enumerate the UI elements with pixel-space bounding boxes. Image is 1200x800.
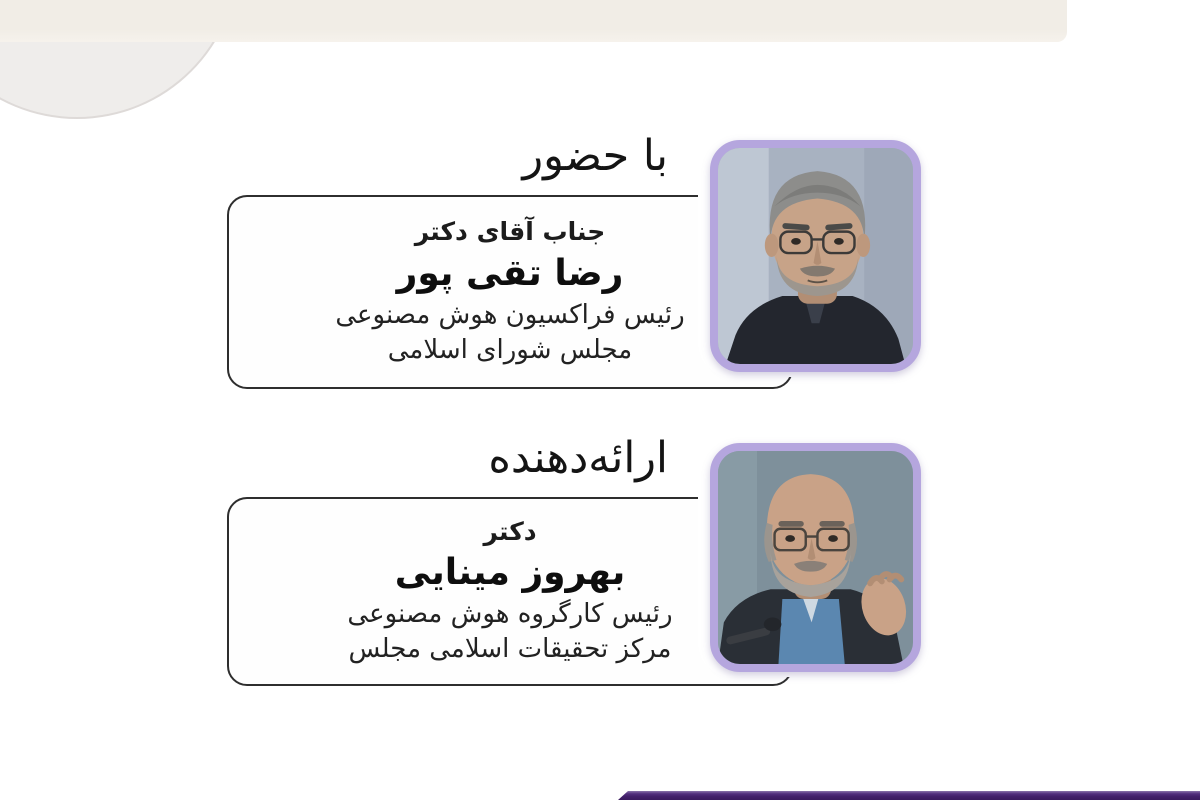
speaker2-name: بهروز مینایی xyxy=(394,552,626,594)
portrait-illustration-2 xyxy=(718,451,913,664)
photo-wrapper-1 xyxy=(698,128,933,377)
top-beige-band xyxy=(0,0,1067,42)
section-heading-attendee: با حضور xyxy=(522,131,668,181)
speaker1-role-line2: مجلس شورای اسلامی xyxy=(387,334,633,365)
portrait-photo-behrouz-minaei xyxy=(710,443,921,672)
photo-wrapper-2 xyxy=(698,431,933,677)
speaker1-intro: جناب آقای دکتر xyxy=(414,217,606,247)
speaker2-intro: دکتر xyxy=(483,516,537,546)
bottom-purple-bar xyxy=(618,791,1200,800)
section-heading-presenter: ارائه‌دهنده xyxy=(488,433,668,483)
speaker2-role-line2: مرکز تحقیقات اسلامی مجلس xyxy=(348,634,672,665)
speaker1-role-line1: رئیس فراکسیون هوش مصنوعی xyxy=(335,299,685,330)
speaker2-role-line1: رئیس کارگروه هوش مصنوعی xyxy=(347,599,673,630)
speaker1-name: رضا تقی پور xyxy=(396,252,624,294)
portrait-illustration-1 xyxy=(718,148,913,364)
portrait-photo-reza-taghipour xyxy=(710,140,921,372)
